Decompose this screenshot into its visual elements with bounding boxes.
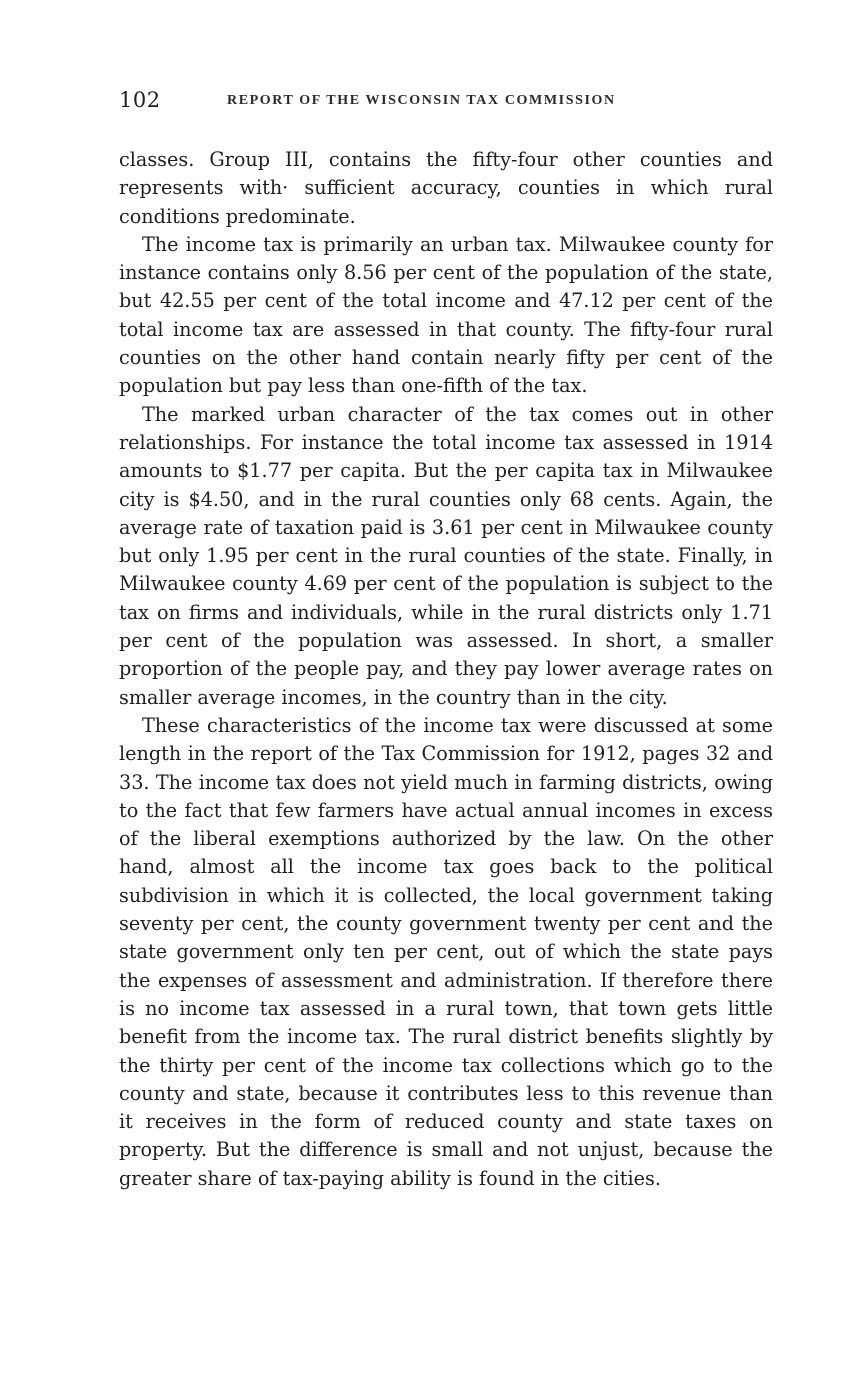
paragraph-2: The income tax is primarily an urban tax. Milwaukee county for instance contains only 8.56 per cent of the population of the state, but 42.55 per cent of the total income and 47.12 per cent of the total income tax are assessed in that county. The fifty-four rural counties on the other hand contain nearly fifty per cent of the population but pay less than one-fifth of the tax. [119,232,773,398]
body-text [119,146,773,1193]
paragraph-1: classes. Group III, contains the fifty-four other counties and represents with· sufficient accuracy, counties in which rural conditions predominate. [119,148,773,228]
page-number: 102 [119,88,161,112]
paragraph-3: The marked urban character of the tax comes out in other relationships. For instance the total income tax assessed in 1914 amounts to $1.77 per capita. But the per capita tax in Milwaukee city is $4.50, and in the rural counties only 68 cents. Again, the average rate of taxation paid is 3.61 per cent in Milwaukee county but only 1.95 per cent in the rural counties of the state. Finally, in Milwaukee county 4.69 per cent of the population is subject to the tax on firms and individuals, while in the rural districts only 1.71 per cent of the population was assessed. In short, a smaller proportion of the people pay, and they pay lower average rates on smaller average incomes, in the country than in the city. [119,402,773,709]
paragraph-4: These characteristics of the income tax were discussed at some length in the report of the Tax Commission for 1912, pages 32 and 33. The income tax does not yield much in farming districts, owing to the fact that few farmers have actual annual incomes in excess of the liberal exemptions authorized by the law. On the other hand, almost all the income tax goes back to the political subdivision in which it is collected, the local government taking seventy per cent, the county government twenty per cent and the state government only ten per cent, out of which the state pays the expenses of assessment and administration. If therefore there is no income tax assessed in a rural town, that town gets little benefit from the income tax. The rural district benefits slightly by the thirty per cent of the income tax collections which go to the county and state, because it contributes less to this revenue than it receives in the form of reduced county and state taxes on property. But the difference is small and not unjust, because the greater share of tax-paying ability is found in the cities. [119,713,773,1190]
document-page [119,86,773,1193]
running-title: REPORT OF THE WISCONSIN TAX COMMISSION [227,93,616,108]
running-head [119,86,773,118]
